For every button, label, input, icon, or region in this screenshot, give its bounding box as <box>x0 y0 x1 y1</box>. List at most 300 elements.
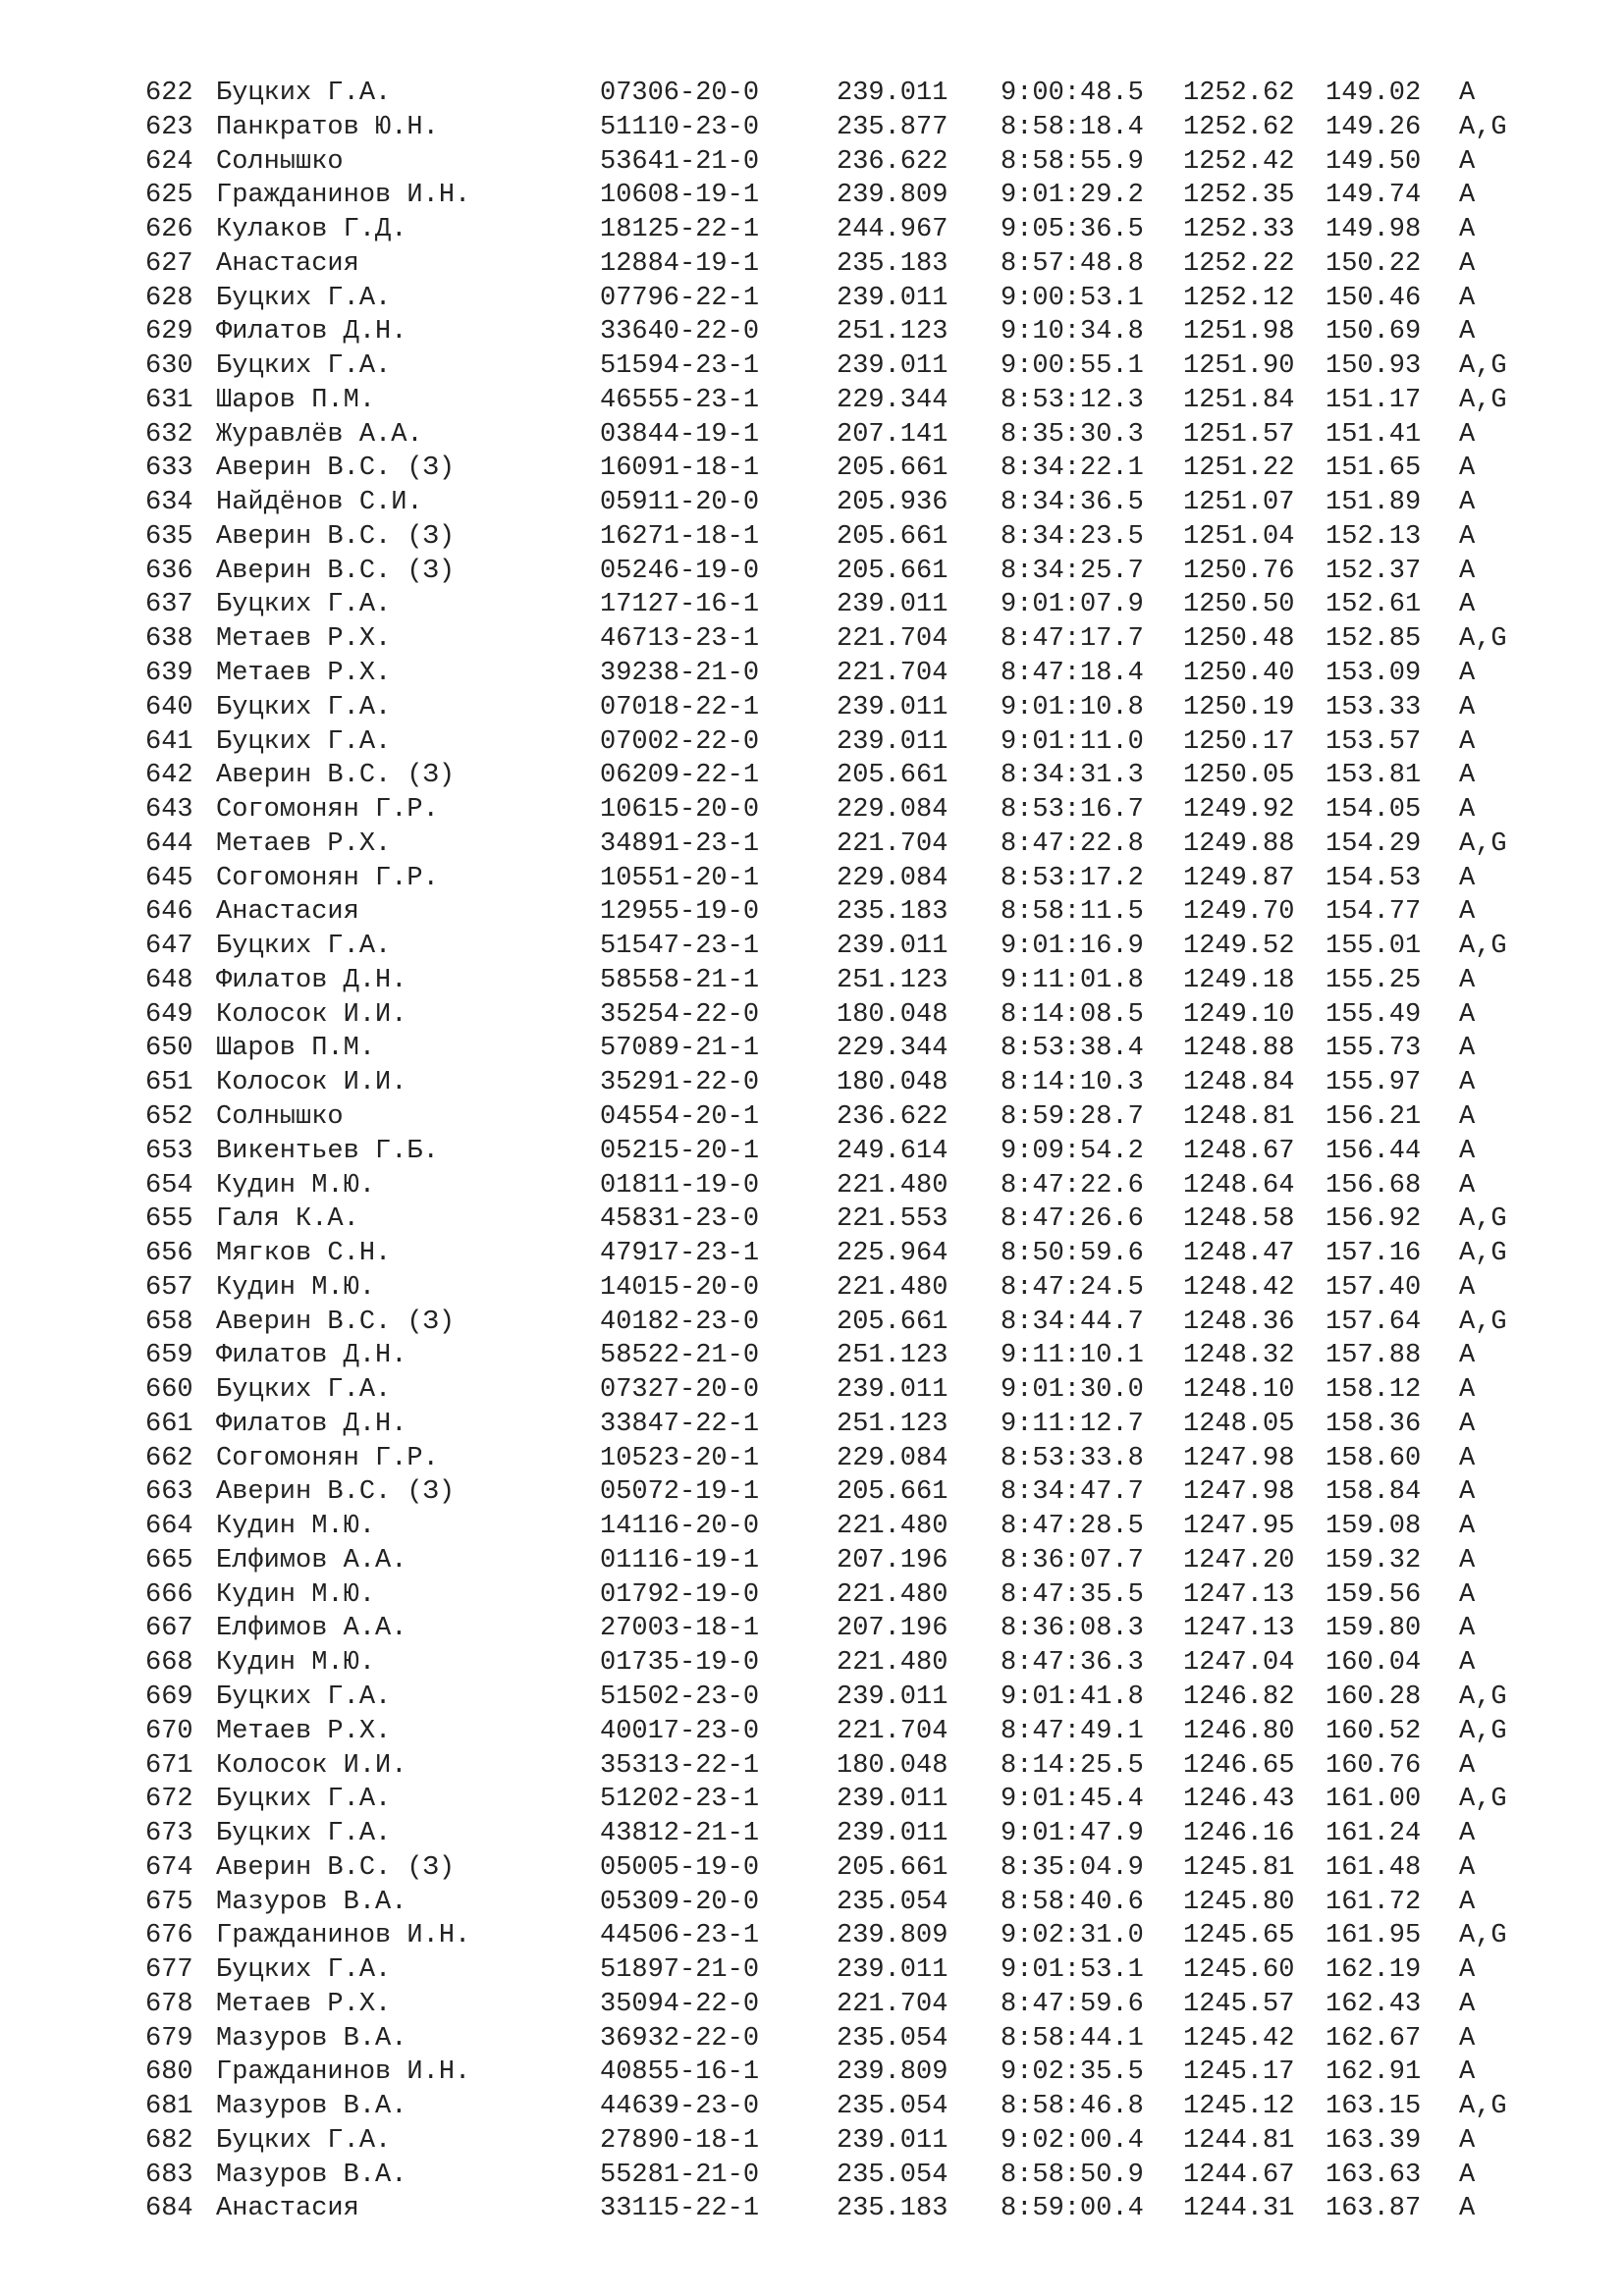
participant-name: Кудин М.Ю. <box>216 1512 376 1542</box>
ring-number: 51897-21-0 <box>600 1955 760 1986</box>
distance: 221.480 <box>837 1512 948 1542</box>
coefficient: 149.98 <box>1326 215 1422 245</box>
distance: 236.622 <box>837 1101 948 1132</box>
place: 668 <box>145 1648 193 1679</box>
place: 635 <box>145 521 193 552</box>
speed: 1246.82 <box>1183 1682 1295 1712</box>
category: A,G <box>1459 351 1507 382</box>
participant-name: Буцких Г.А. <box>216 2125 392 2156</box>
distance: 205.661 <box>837 1852 948 1883</box>
participant-name: Буцких Г.А. <box>216 283 392 313</box>
arrival-time: 9:01:07.9 <box>1001 590 1144 620</box>
arrival-time: 8:58:46.8 <box>1001 2092 1144 2122</box>
distance: 205.661 <box>837 761 948 791</box>
ring-number: 36932-22-0 <box>600 2023 760 2054</box>
category: A,G <box>1459 1785 1507 1815</box>
participant-name: Буцких Г.А. <box>216 1785 392 1815</box>
place: 667 <box>145 1614 193 1644</box>
distance: 251.123 <box>837 317 948 347</box>
participant-name: Филатов Д.Н. <box>216 1409 407 1439</box>
arrival-time: 8:58:18.4 <box>1001 112 1144 142</box>
speed: 1248.84 <box>1183 1068 1295 1098</box>
category: A <box>1459 317 1476 347</box>
category: A,G <box>1459 385 1507 415</box>
arrival-time: 8:35:04.9 <box>1001 1852 1144 1883</box>
arrival-time: 8:47:22.6 <box>1001 1170 1144 1201</box>
coefficient: 149.50 <box>1326 146 1422 177</box>
ring-number: 05005-19-0 <box>600 1852 760 1883</box>
speed: 1251.90 <box>1183 351 1295 382</box>
speed: 1249.88 <box>1183 828 1295 859</box>
category: A <box>1459 488 1476 518</box>
participant-name: Аверин В.С. (З) <box>216 761 456 791</box>
coefficient: 156.21 <box>1326 1101 1422 1132</box>
place: 650 <box>145 1034 193 1064</box>
coefficient: 161.72 <box>1326 1887 1422 1917</box>
category: A <box>1459 454 1476 484</box>
ring-number: 05309-20-0 <box>600 1887 760 1917</box>
ring-number: 16271-18-1 <box>600 521 760 552</box>
arrival-time: 8:58:44.1 <box>1001 2023 1144 2054</box>
speed: 1252.33 <box>1183 215 1295 245</box>
distance: 239.809 <box>837 2057 948 2088</box>
participant-name: Метаев Р.Х. <box>216 624 392 655</box>
coefficient: 159.32 <box>1326 1545 1422 1575</box>
coefficient: 152.85 <box>1326 624 1422 655</box>
distance: 221.480 <box>837 1170 948 1201</box>
distance: 180.048 <box>837 1068 948 1098</box>
ring-number: 40855-16-1 <box>600 2057 760 2088</box>
category: A <box>1459 146 1476 177</box>
distance: 249.614 <box>837 1136 948 1166</box>
coefficient: 152.61 <box>1326 590 1422 620</box>
place: 654 <box>145 1170 193 1201</box>
speed: 1248.64 <box>1183 1170 1295 1201</box>
place: 651 <box>145 1068 193 1098</box>
arrival-time: 8:36:07.7 <box>1001 1545 1144 1575</box>
coefficient: 154.29 <box>1326 828 1422 859</box>
participant-name: Буцких Г.А. <box>216 692 392 722</box>
category: A <box>1459 1136 1476 1166</box>
coefficient: 160.04 <box>1326 1648 1422 1679</box>
coefficient: 157.88 <box>1326 1341 1422 1371</box>
place: 679 <box>145 2023 193 2054</box>
category: A <box>1459 692 1476 722</box>
ring-number: 10608-19-1 <box>600 181 760 211</box>
category: A <box>1459 556 1476 586</box>
place: 628 <box>145 283 193 313</box>
arrival-time: 9:00:53.1 <box>1001 283 1144 313</box>
category: A <box>1459 1545 1476 1575</box>
speed: 1252.35 <box>1183 181 1295 211</box>
category: A <box>1459 1989 1476 2019</box>
ring-number: 57089-21-1 <box>600 1034 760 1064</box>
category: A <box>1459 1955 1476 1986</box>
coefficient: 158.84 <box>1326 1477 1422 1508</box>
arrival-time: 9:01:41.8 <box>1001 1682 1144 1712</box>
participant-name: Гражданинов И.Н. <box>216 1921 471 1951</box>
participant-name: Буцких Г.А. <box>216 1375 392 1406</box>
ring-number: 04554-20-1 <box>600 1101 760 1132</box>
place: 637 <box>145 590 193 620</box>
participant-name: Буцких Г.А. <box>216 1955 392 1986</box>
participant-name: Аверин В.С. (З) <box>216 521 456 552</box>
coefficient: 158.12 <box>1326 1375 1422 1406</box>
speed: 1250.05 <box>1183 761 1295 791</box>
place: 661 <box>145 1409 193 1439</box>
place: 675 <box>145 1887 193 1917</box>
place: 631 <box>145 385 193 415</box>
distance: 239.809 <box>837 181 948 211</box>
distance: 205.936 <box>837 488 948 518</box>
participant-name: Анастасия <box>216 248 359 279</box>
coefficient: 163.87 <box>1326 2194 1422 2224</box>
place: 625 <box>145 181 193 211</box>
arrival-time: 8:47:28.5 <box>1001 1512 1144 1542</box>
ring-number: 01116-19-1 <box>600 1545 760 1575</box>
arrival-time: 8:47:49.1 <box>1001 1716 1144 1746</box>
arrival-time: 9:11:10.1 <box>1001 1341 1144 1371</box>
category: A <box>1459 1170 1476 1201</box>
participant-name: Буцких Г.А. <box>216 932 392 962</box>
place: 644 <box>145 828 193 859</box>
ring-number: 07018-22-1 <box>600 692 760 722</box>
arrival-time: 9:01:16.9 <box>1001 932 1144 962</box>
place: 678 <box>145 1989 193 2019</box>
coefficient: 154.05 <box>1326 795 1422 826</box>
distance: 221.704 <box>837 659 948 689</box>
distance: 229.344 <box>837 1034 948 1064</box>
ring-number: 27890-18-1 <box>600 2125 760 2156</box>
arrival-time: 8:14:25.5 <box>1001 1750 1144 1781</box>
distance: 239.011 <box>837 692 948 722</box>
arrival-time: 8:35:30.3 <box>1001 419 1144 450</box>
arrival-time: 8:34:22.1 <box>1001 454 1144 484</box>
place: 659 <box>145 1341 193 1371</box>
arrival-time: 8:14:10.3 <box>1001 1068 1144 1098</box>
speed: 1252.22 <box>1183 248 1295 279</box>
arrival-time: 9:05:36.5 <box>1001 215 1144 245</box>
category: A <box>1459 897 1476 928</box>
participant-name: Буцких Г.А. <box>216 590 392 620</box>
coefficient: 149.26 <box>1326 112 1422 142</box>
distance: 221.480 <box>837 1579 948 1610</box>
speed: 1248.36 <box>1183 1307 1295 1337</box>
speed: 1249.92 <box>1183 795 1295 826</box>
speed: 1250.40 <box>1183 659 1295 689</box>
distance: 239.011 <box>837 351 948 382</box>
coefficient: 155.01 <box>1326 932 1422 962</box>
distance: 239.011 <box>837 1785 948 1815</box>
place: 646 <box>145 897 193 928</box>
participant-name: Аверин В.С. (З) <box>216 1477 456 1508</box>
speed: 1251.22 <box>1183 454 1295 484</box>
coefficient: 159.80 <box>1326 1614 1422 1644</box>
speed: 1247.04 <box>1183 1648 1295 1679</box>
speed: 1249.18 <box>1183 965 1295 995</box>
place: 634 <box>145 488 193 518</box>
participant-name: Согомонян Г.Р. <box>216 1443 439 1473</box>
place: 666 <box>145 1579 193 1610</box>
ring-number: 16091-18-1 <box>600 454 760 484</box>
arrival-time: 8:47:22.8 <box>1001 828 1144 859</box>
ring-number: 05246-19-0 <box>600 556 760 586</box>
speed: 1249.10 <box>1183 999 1295 1030</box>
category: A <box>1459 1341 1476 1371</box>
ring-number: 51594-23-1 <box>600 351 760 382</box>
speed: 1247.98 <box>1183 1477 1295 1508</box>
coefficient: 151.65 <box>1326 454 1422 484</box>
ring-number: 45831-23-0 <box>600 1204 760 1235</box>
place: 673 <box>145 1819 193 1849</box>
arrival-time: 9:01:11.0 <box>1001 726 1144 757</box>
place: 672 <box>145 1785 193 1815</box>
speed: 1250.17 <box>1183 726 1295 757</box>
place: 662 <box>145 1443 193 1473</box>
arrival-time: 8:50:59.6 <box>1001 1239 1144 1269</box>
place: 683 <box>145 2160 193 2190</box>
arrival-time: 8:47:18.4 <box>1001 659 1144 689</box>
distance: 239.011 <box>837 932 948 962</box>
distance: 235.054 <box>837 2023 948 2054</box>
place: 633 <box>145 454 193 484</box>
participant-name: Мазуров В.А. <box>216 2092 407 2122</box>
category: A <box>1459 2125 1476 2156</box>
category: A <box>1459 248 1476 279</box>
place: 643 <box>145 795 193 826</box>
category: A <box>1459 761 1476 791</box>
category: A <box>1459 79 1476 108</box>
distance: 180.048 <box>837 999 948 1030</box>
category: A,G <box>1459 624 1507 655</box>
speed: 1250.48 <box>1183 624 1295 655</box>
arrival-time: 8:47:17.7 <box>1001 624 1144 655</box>
place: 665 <box>145 1545 193 1575</box>
speed: 1252.42 <box>1183 146 1295 177</box>
arrival-time: 8:14:08.5 <box>1001 999 1144 1030</box>
distance: 235.054 <box>837 2160 948 2190</box>
arrival-time: 8:57:48.8 <box>1001 248 1144 279</box>
distance: 239.011 <box>837 726 948 757</box>
speed: 1245.60 <box>1183 1955 1295 1986</box>
ring-number: 44506-23-1 <box>600 1921 760 1951</box>
ring-number: 51502-23-0 <box>600 1682 760 1712</box>
arrival-time: 9:09:54.2 <box>1001 1136 1144 1166</box>
distance: 207.196 <box>837 1545 948 1575</box>
arrival-time: 8:34:47.7 <box>1001 1477 1144 1508</box>
speed: 1252.12 <box>1183 283 1295 313</box>
participant-name: Анастасия <box>216 2194 359 2224</box>
participant-name: Метаев Р.Х. <box>216 828 392 859</box>
participant-name: Кудин М.Ю. <box>216 1648 376 1679</box>
arrival-time: 8:59:28.7 <box>1001 1101 1144 1132</box>
category: A,G <box>1459 1921 1507 1951</box>
category: A <box>1459 2194 1476 2224</box>
arrival-time: 8:53:17.2 <box>1001 863 1144 893</box>
coefficient: 163.15 <box>1326 2092 1422 2122</box>
place: 624 <box>145 146 193 177</box>
participant-name: Елфимов А.А. <box>216 1545 407 1575</box>
participant-name: Буцких Г.А. <box>216 79 392 108</box>
coefficient: 160.28 <box>1326 1682 1422 1712</box>
speed: 1251.07 <box>1183 488 1295 518</box>
participant-name: Кудин М.Ю. <box>216 1272 376 1303</box>
place: 641 <box>145 726 193 757</box>
coefficient: 160.52 <box>1326 1716 1422 1746</box>
arrival-time: 9:01:47.9 <box>1001 1819 1144 1849</box>
place: 642 <box>145 761 193 791</box>
distance: 221.704 <box>837 624 948 655</box>
speed: 1248.32 <box>1183 1341 1295 1371</box>
ring-number: 33115-22-1 <box>600 2194 760 2224</box>
category: A <box>1459 1579 1476 1610</box>
coefficient: 162.67 <box>1326 2023 1422 2054</box>
category: A <box>1459 1101 1476 1132</box>
coefficient: 150.22 <box>1326 248 1422 279</box>
coefficient: 157.40 <box>1326 1272 1422 1303</box>
distance: 205.661 <box>837 1307 948 1337</box>
category: A <box>1459 795 1476 826</box>
ring-number: 05911-20-0 <box>600 488 760 518</box>
coefficient: 149.02 <box>1326 79 1422 108</box>
distance: 239.011 <box>837 590 948 620</box>
distance: 235.183 <box>837 248 948 279</box>
distance: 221.704 <box>837 1989 948 2019</box>
ring-number: 35094-22-0 <box>600 1989 760 2019</box>
category: A <box>1459 1512 1476 1542</box>
distance: 205.661 <box>837 1477 948 1508</box>
distance: 251.123 <box>837 1409 948 1439</box>
category: A <box>1459 863 1476 893</box>
ring-number: 51202-23-1 <box>600 1785 760 1815</box>
arrival-time: 9:11:01.8 <box>1001 965 1144 995</box>
arrival-time: 8:47:36.3 <box>1001 1648 1144 1679</box>
coefficient: 149.74 <box>1326 181 1422 211</box>
distance: 239.011 <box>837 1375 948 1406</box>
participant-name: Филатов Д.Н. <box>216 1341 407 1371</box>
ring-number: 07796-22-1 <box>600 283 760 313</box>
speed: 1246.16 <box>1183 1819 1295 1849</box>
category: A <box>1459 965 1476 995</box>
participant-name: Колосок И.И. <box>216 1750 407 1781</box>
place: 622 <box>145 79 193 108</box>
category: A,G <box>1459 828 1507 859</box>
speed: 1251.84 <box>1183 385 1295 415</box>
speed: 1245.42 <box>1183 2023 1295 2054</box>
coefficient: 152.37 <box>1326 556 1422 586</box>
coefficient: 161.00 <box>1326 1785 1422 1815</box>
ring-number: 27003-18-1 <box>600 1614 760 1644</box>
ring-number: 10523-20-1 <box>600 1443 760 1473</box>
category: A,G <box>1459 1716 1507 1746</box>
speed: 1245.80 <box>1183 1887 1295 1917</box>
distance: 229.084 <box>837 1443 948 1473</box>
coefficient: 152.13 <box>1326 521 1422 552</box>
ring-number: 18125-22-1 <box>600 215 760 245</box>
participant-name: Найдёнов С.И. <box>216 488 423 518</box>
arrival-time: 8:53:16.7 <box>1001 795 1144 826</box>
place: 652 <box>145 1101 193 1132</box>
coefficient: 155.97 <box>1326 1068 1422 1098</box>
coefficient: 155.73 <box>1326 1034 1422 1064</box>
coefficient: 155.49 <box>1326 999 1422 1030</box>
coefficient: 151.41 <box>1326 419 1422 450</box>
coefficient: 161.48 <box>1326 1852 1422 1883</box>
ring-number: 06209-22-1 <box>600 761 760 791</box>
coefficient: 159.08 <box>1326 1512 1422 1542</box>
speed: 1245.12 <box>1183 2092 1295 2122</box>
ring-number: 33847-22-1 <box>600 1409 760 1439</box>
place: 682 <box>145 2125 193 2156</box>
category: A <box>1459 2057 1476 2088</box>
participant-name: Елфимов А.А. <box>216 1614 407 1644</box>
ring-number: 35291-22-0 <box>600 1068 760 1098</box>
category: A <box>1459 1272 1476 1303</box>
arrival-time: 9:02:31.0 <box>1001 1921 1144 1951</box>
distance: 251.123 <box>837 965 948 995</box>
participant-name: Буцких Г.А. <box>216 351 392 382</box>
speed: 1244.81 <box>1183 2125 1295 2156</box>
coefficient: 158.60 <box>1326 1443 1422 1473</box>
participant-name: Филатов Д.Н. <box>216 317 407 347</box>
speed: 1249.70 <box>1183 897 1295 928</box>
participant-name: Гражданинов И.Н. <box>216 181 471 211</box>
arrival-time: 8:36:08.3 <box>1001 1614 1144 1644</box>
participant-name: Анастасия <box>216 897 359 928</box>
arrival-time: 8:47:35.5 <box>1001 1579 1144 1610</box>
category: A <box>1459 419 1476 450</box>
participant-name: Метаев Р.Х. <box>216 1716 392 1746</box>
coefficient: 158.36 <box>1326 1409 1422 1439</box>
place: 663 <box>145 1477 193 1508</box>
place: 638 <box>145 624 193 655</box>
ring-number: 01792-19-0 <box>600 1579 760 1610</box>
ring-number: 51547-23-1 <box>600 932 760 962</box>
distance: 229.084 <box>837 795 948 826</box>
speed: 1247.95 <box>1183 1512 1295 1542</box>
ring-number: 58558-21-1 <box>600 965 760 995</box>
ring-number: 01735-19-0 <box>600 1648 760 1679</box>
place: 681 <box>145 2092 193 2122</box>
coefficient: 154.77 <box>1326 897 1422 928</box>
participant-name: Аверин В.С. (З) <box>216 556 456 586</box>
category: A <box>1459 999 1476 1030</box>
category: A <box>1459 1750 1476 1781</box>
category: A <box>1459 283 1476 313</box>
speed: 1245.81 <box>1183 1852 1295 1883</box>
participant-name: Колосок И.И. <box>216 999 407 1030</box>
distance: 235.183 <box>837 897 948 928</box>
ring-number: 39238-21-0 <box>600 659 760 689</box>
distance: 236.622 <box>837 146 948 177</box>
speed: 1247.20 <box>1183 1545 1295 1575</box>
speed: 1248.81 <box>1183 1101 1295 1132</box>
speed: 1248.10 <box>1183 1375 1295 1406</box>
place: 629 <box>145 317 193 347</box>
speed: 1248.47 <box>1183 1239 1295 1269</box>
place: 649 <box>145 999 193 1030</box>
participant-name: Мазуров В.А. <box>216 2160 407 2190</box>
ring-number: 12955-19-0 <box>600 897 760 928</box>
arrival-time: 9:11:12.7 <box>1001 1409 1144 1439</box>
place: 676 <box>145 1921 193 1951</box>
place: 660 <box>145 1375 193 1406</box>
coefficient: 162.43 <box>1326 1989 1422 2019</box>
ring-number: 12884-19-1 <box>600 248 760 279</box>
distance: 239.011 <box>837 1682 948 1712</box>
place: 671 <box>145 1750 193 1781</box>
distance: 207.141 <box>837 419 948 450</box>
